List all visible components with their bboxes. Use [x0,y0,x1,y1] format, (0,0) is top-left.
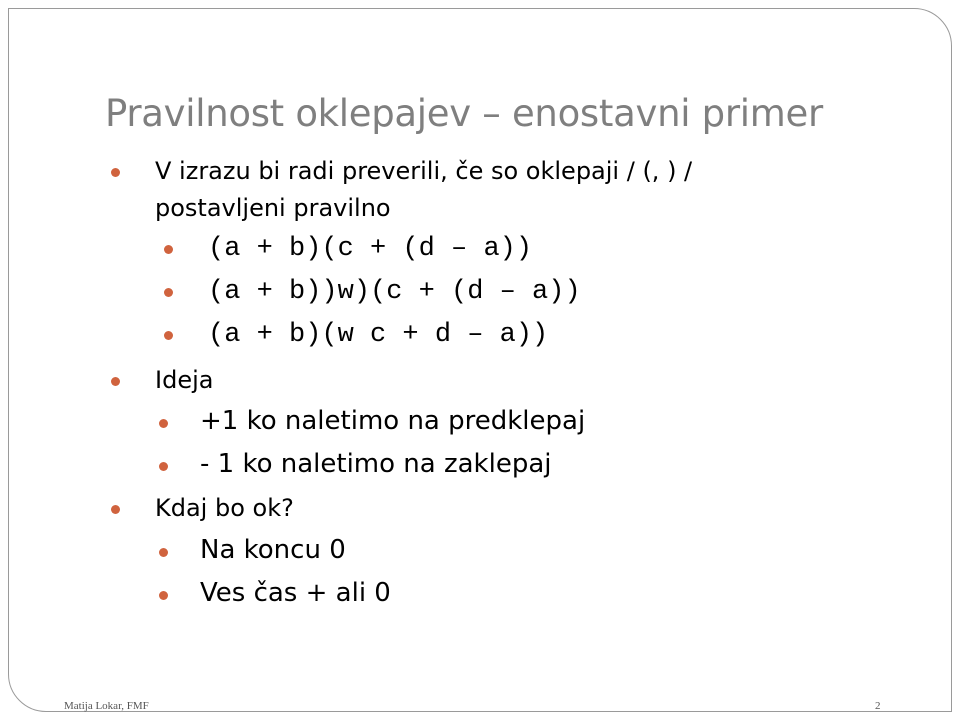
sub-bullet-marker [164,288,173,297]
bullet-marker [111,377,120,386]
sub-bullet-marker [159,548,168,557]
sub-bullet-marker [164,245,173,254]
bullet-text: Ideja [155,366,214,394]
sub-bullet-marker [164,331,173,340]
code-example: (a + b)(w c + d – a)) [208,320,549,350]
sub-bullet-marker [159,591,168,600]
page-number: 2 [875,700,881,712]
bullet-text: V izrazu bi radi preverili, če so oklepaji / (, ) / [155,157,693,185]
sub-bullet-text: Na koncu 0 [200,535,346,565]
code-example: (a + b)(c + (d – a)) [208,234,533,264]
sub-bullet-text: Ves čas + ali 0 [200,578,391,608]
sub-bullet-text: +1 ko naletimo na predklepaj [200,406,586,436]
sub-bullet-text: - 1 ko naletimo na zaklepaj [200,449,552,479]
sub-bullet-marker [159,462,168,471]
slide-title: Pravilnost oklepajev – enostavni primer [105,92,823,135]
bullet-marker [111,505,120,514]
bullet-text: Kdaj bo ok? [155,494,294,522]
bullet-text-continued: postavljeni pravilno [155,194,391,222]
sub-bullet-marker [159,419,168,428]
bullet-marker [111,168,120,177]
code-example: (a + b))w)(c + (d – a)) [208,277,581,307]
footer-author: Matija Lokar, FMF [64,700,149,712]
